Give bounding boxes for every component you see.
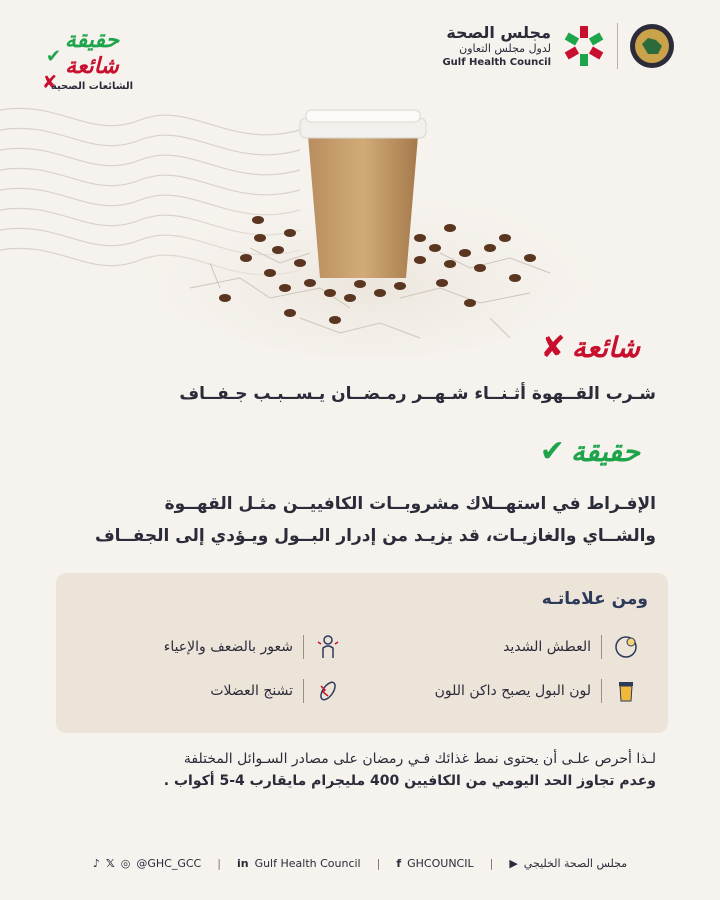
fact-statement [56, 488, 656, 552]
linkedin-text: Gulf Health Council [254, 856, 361, 870]
x-twitter-icon: 𝕏 [105, 856, 115, 870]
symptoms-title: ومن علاماتـه [541, 589, 648, 609]
footer-linkedin[interactable] [237, 857, 361, 870]
youtube-icon: ▶ [509, 856, 518, 870]
myth-tag [541, 330, 640, 365]
myth-statement: شـرب القــهوة أثـنــاء شـهــر رمـضــان يـســبـب جـفــاف [179, 384, 656, 404]
footer-youtube[interactable] [509, 857, 627, 870]
header-divider [617, 23, 618, 69]
logo-check-icon: ✔ [46, 46, 62, 67]
logo-x-icon: ✘ [42, 72, 58, 93]
symptom-label: تشنج العضلات [210, 683, 293, 699]
fact-myth-logo [40, 28, 144, 118]
tiktok-icon: ♪ [92, 856, 100, 870]
symptom-item [435, 677, 640, 705]
muscle-cramp-icon [314, 677, 342, 705]
council-name-block [442, 24, 551, 69]
footer-separator: | [376, 856, 381, 870]
myth-tag-label: شائعة [571, 331, 640, 364]
symptom-divider [601, 635, 602, 659]
symptom-label: العطش الشديد [503, 639, 591, 655]
council-subname-ar: لدول مجلس التعاون [459, 41, 551, 55]
council-mark-icon [561, 23, 607, 69]
symptom-label: لون البول يصبح داكن اللون [434, 683, 591, 699]
fact-tag [540, 434, 640, 469]
symptom-divider [303, 635, 304, 659]
council-name-ar: مجلس الصحة [446, 22, 551, 42]
symptom-label: شعور بالضعف والإعياء [163, 639, 293, 655]
fact-line-2: والشــاي والغازيـات، قد يزيـد من إدرار البــول ويـؤدي إلى الجفــاف [94, 526, 656, 546]
linkedin-icon: in [236, 856, 249, 870]
logo-word-myth: شائعة [65, 54, 119, 79]
symptom-divider [601, 679, 602, 703]
footer-facebook[interactable] [396, 857, 473, 870]
footer-separator: | [217, 856, 221, 870]
thirst-face-icon [612, 633, 640, 661]
advice-text [36, 748, 656, 792]
x-mark-icon: ✘ [540, 330, 566, 365]
instagram-icon: ◎ [120, 856, 131, 870]
symptom-item [503, 633, 640, 661]
youtube-text: مجلس الصحة الخليجي [523, 856, 628, 870]
fatigue-person-icon [314, 633, 342, 661]
symptoms-panel [56, 573, 668, 733]
footer-social-handle[interactable] [93, 857, 201, 870]
footer-social [0, 848, 720, 878]
logo-word-fact: حقيقة [64, 28, 120, 53]
urine-cup-icon [612, 677, 640, 705]
header [442, 22, 676, 70]
facebook-text: GHCOUNCIL [407, 856, 474, 870]
symptom-item [164, 633, 342, 661]
social-handle-text: @GHC_GCC [136, 856, 202, 870]
footer-separator: | [489, 856, 494, 870]
coffee-cup-illustration [150, 88, 590, 358]
fact-tag-label: حقيقة [570, 435, 640, 468]
gcc-emblem-icon [628, 22, 676, 70]
advice-line-1: لـذا أحرص علـى أن يحتوى نمط غذائك فـي رمضان على مصادر السـوائل المختلفة [183, 751, 656, 767]
symptom-divider [303, 679, 304, 703]
advice-line-2: وعدم تجاوز الحد اليومي من الكافيين 400 مليجرام مايقارب 4-5 أكواب . [163, 773, 656, 789]
facebook-icon: f [396, 856, 402, 870]
fact-line-1: الإفـراط في استهــلاك مشروبــات الكافييــن مثـل القهــوة [164, 494, 656, 514]
check-mark-icon: ✔ [539, 434, 565, 469]
symptom-item [210, 677, 342, 705]
logo-subtitle: الشائعات الصحية [50, 81, 134, 92]
council-name-en: Gulf Health Council [442, 56, 551, 68]
